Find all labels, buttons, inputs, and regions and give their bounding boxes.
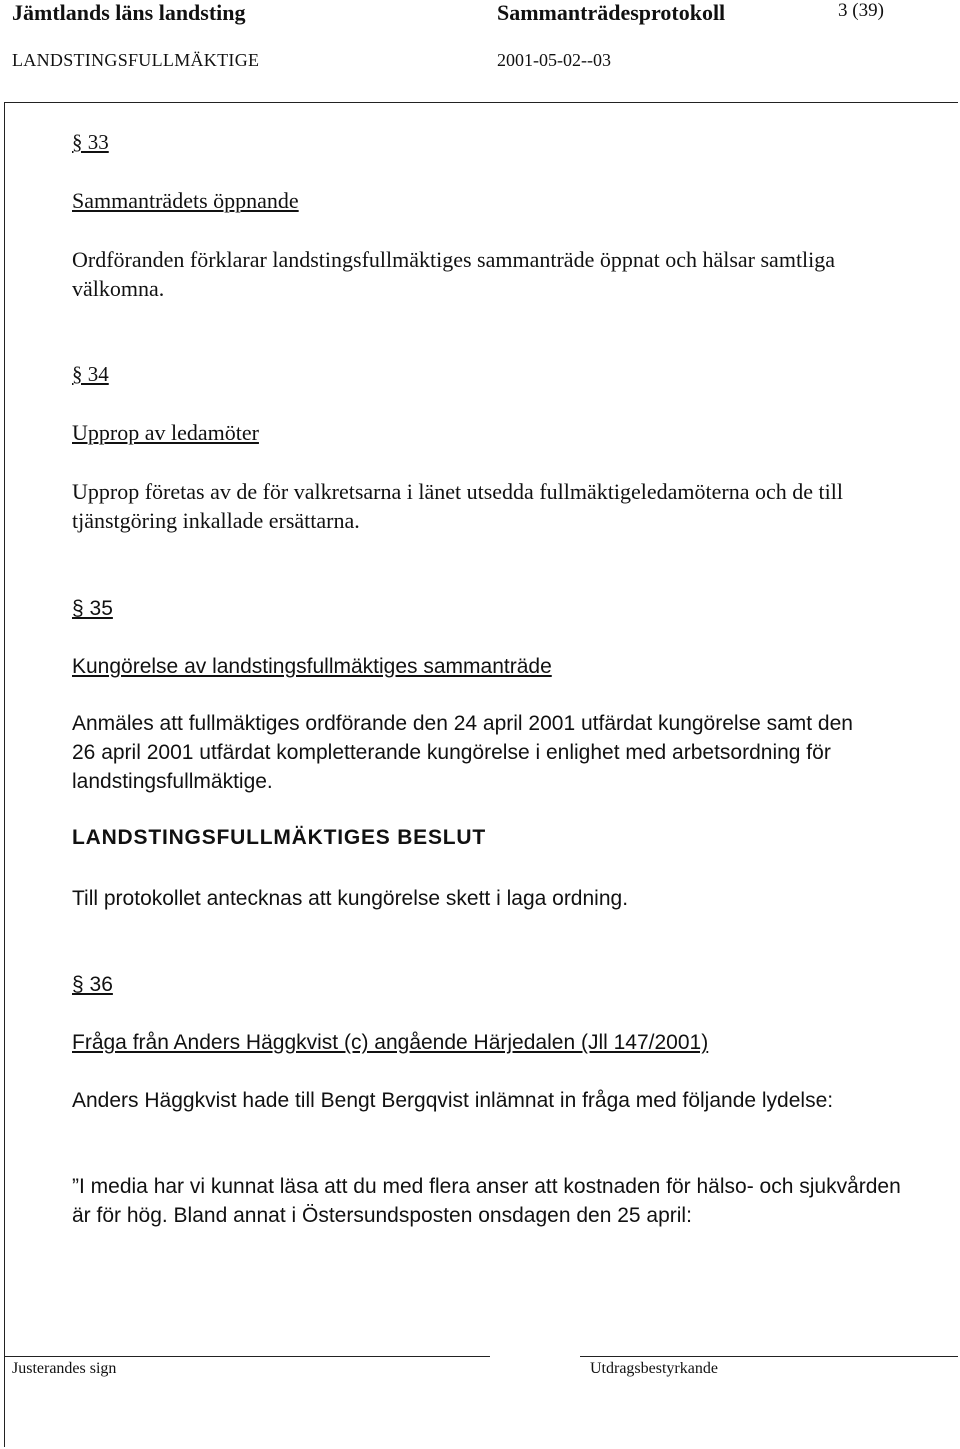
section-36-text: Anders Häggkvist hade till Bengt Bergqvist inlämnat in fråga med följande lydelse: bbox=[72, 1089, 834, 1112]
section-36-quote: ”I media har vi kunnat läsa att du med flera anser att kostnaden för hälso- och sjukvården är för hög. Bland annat i Östersundsposten onsdagen den 25 april: bbox=[72, 1175, 901, 1227]
footer-divider-left bbox=[4, 1356, 490, 1357]
section-33-text: Ordföranden förklarar landstingsfullmäktiges sammanträde öppnat och hälsar samtliga välkomna. bbox=[72, 247, 836, 301]
left-margin-line bbox=[4, 102, 5, 1447]
section-33-mark: § 33 bbox=[72, 130, 109, 154]
section-35-mark: § 35 bbox=[72, 597, 113, 620]
page-number: 3 (39) bbox=[838, 0, 884, 21]
section-36-mark: § 36 bbox=[72, 973, 113, 996]
page-header bbox=[0, 0, 960, 104]
decision-text: Till protokollet antecknas att kungörelse skett i laga ordning. bbox=[72, 887, 629, 910]
footer-divider-right bbox=[580, 1356, 958, 1357]
assembly-name: LANDSTINGSFULLMÄKTIGE bbox=[12, 50, 260, 70]
section-35-text: Anmäles att fullmäktiges ordförande den 24 april 2001 utfärdat kungörelse samt den 26 april 2001 utfärdat kompletterande kungörelse i enlighet med arbetsordning för landstingsfullmäktige. bbox=[72, 712, 853, 793]
header-divider bbox=[4, 102, 958, 103]
signature-label: Justerandes sign bbox=[12, 1360, 117, 1377]
certification-label: Utdragsbestyrkande bbox=[590, 1360, 718, 1377]
document-type: Sammanträdesprotokoll bbox=[497, 0, 726, 25]
section-35-title: Kungörelse av landstingsfullmäktiges sammanträde bbox=[72, 655, 552, 678]
section-33-title: Sammanträdets öppnande bbox=[72, 188, 299, 213]
section-34-title: Upprop av ledamöter bbox=[72, 420, 259, 445]
section-34-text: Upprop företas av de för valkretsarna i länet utsedda fullmäktigeledamöterna och de till tjänstgöring inkallade ersättarna. bbox=[72, 479, 843, 533]
meeting-dates: 2001-05-02--03 bbox=[497, 50, 611, 70]
organization-name: Jämtlands läns landsting bbox=[12, 0, 246, 25]
section-36-title: Fråga från Anders Häggkvist (c) angående Härjedalen (Jll 147/2001) bbox=[72, 1031, 709, 1054]
decision-heading: LANDSTINGSFULLMÄKTIGES BESLUT bbox=[72, 826, 487, 849]
section-34-mark: § 34 bbox=[72, 362, 109, 386]
